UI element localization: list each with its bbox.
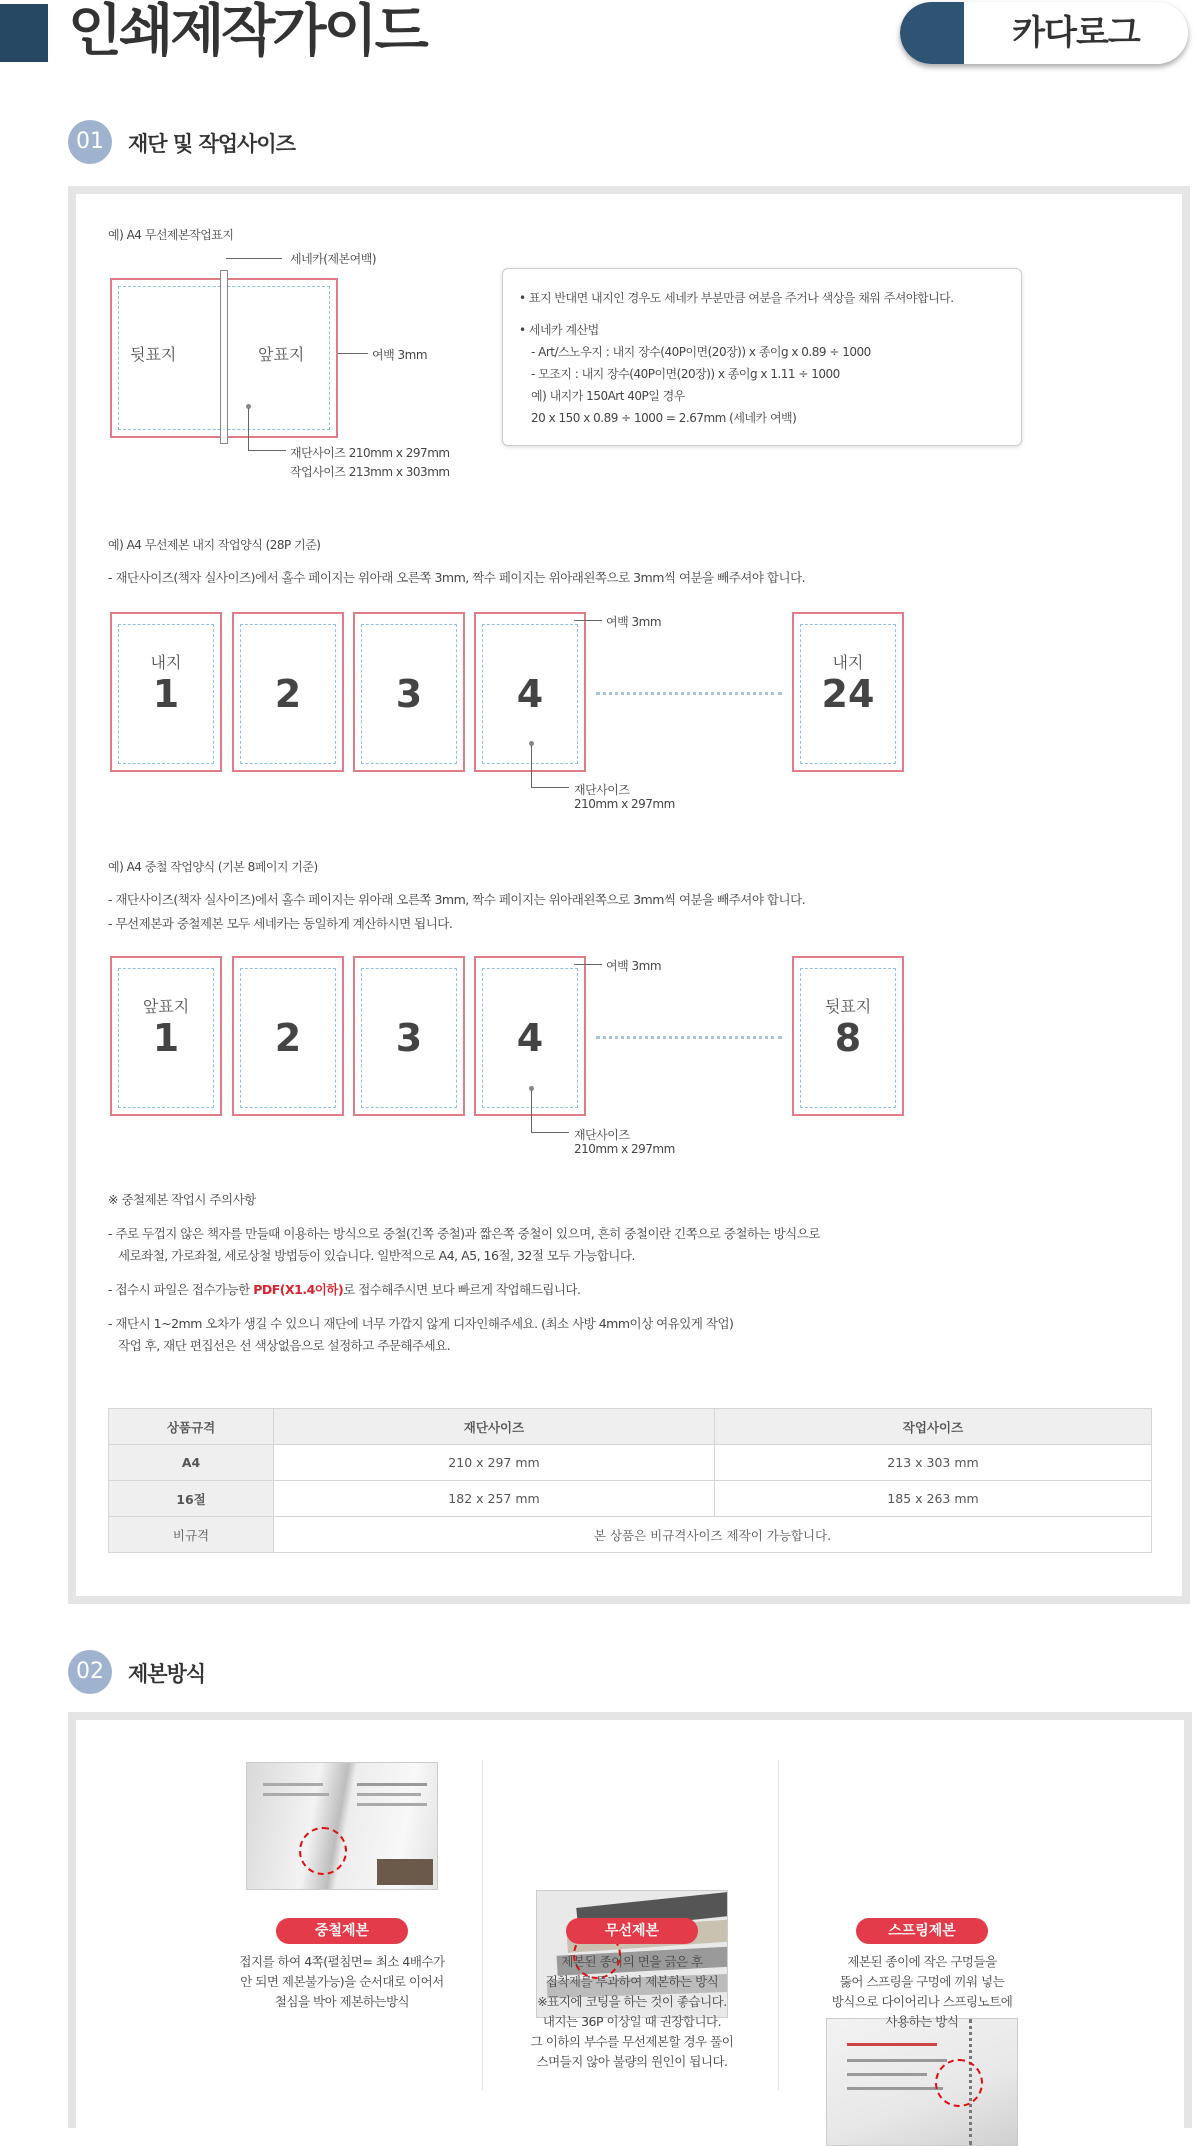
front-cover-label: 앞표지: [258, 345, 305, 364]
example-description: - 재단사이즈(책자 실사이즈)에서 홀수 페이지는 위아래 오른쪽 3mm, 짝수 페이지는 위아래왼쪽으로 3mm씩 여분을 빼주셔야 합니다.: [108, 570, 806, 585]
section-number: 02: [68, 1650, 112, 1694]
leader-line: [531, 745, 532, 787]
page-label: 뒷표지: [824, 997, 872, 1016]
example-description: - 재단사이즈(책자 실사이즈)에서 홀수 페이지는 위아래 오른쪽 3mm, 짝수 페이지는 위아래왼쪽으로 3mm씩 여분을 빼주셔야 합니다.: [108, 892, 806, 907]
page-diagram: [110, 612, 222, 772]
caution-title: ※ 중철제본 작업시 주의사항: [108, 1192, 256, 1207]
page-diagram: [474, 956, 586, 1116]
table-cell: 210 x 297 mm: [274, 1445, 715, 1481]
cut-size-label: 재단사이즈: [574, 783, 630, 797]
page-ellipsis: [596, 692, 782, 695]
page-number: 1: [152, 1016, 180, 1060]
note-line: - Art/스노우지 : 내지 장수(40P이면(20장)) x 종이g x 0.89 ÷ 1000: [531, 345, 871, 359]
table-cell: 213 x 303 mm: [715, 1445, 1152, 1481]
pdf-format-highlight: PDF(X1.4이하): [253, 1282, 344, 1297]
section-title: 제본방식: [128, 1662, 206, 1686]
section-number: 01: [68, 120, 112, 164]
leader-line: [531, 1090, 532, 1132]
page-label: 앞표지: [142, 997, 190, 1016]
back-cover-label: 뒷표지: [130, 345, 177, 364]
seneca-notes-box: [502, 268, 1022, 446]
margin-label: 여백 3mm: [372, 348, 428, 362]
catalog-button[interactable]: [900, 2, 1188, 64]
caution-line: - 주로 두껍지 않은 책자를 만들때 이용하는 방식으로 중철(긴쪽 중철)과 짧은쪽 중철이 있으며, 흔히 중철이란 긴쪽으로 중철하는 방식으로: [108, 1226, 820, 1241]
page-diagram: [110, 956, 222, 1116]
page-title: 인쇄제작가이드: [68, 0, 426, 64]
margin-label: 여백 3mm: [606, 615, 662, 629]
header-accent-bar: [0, 4, 48, 62]
page-label: 내지: [150, 653, 182, 672]
example-description: - 무선제본과 중철제본 모두 세네카는 동일하게 계산하시면 됩니다.: [108, 916, 453, 931]
size-spec-table: [108, 1408, 1152, 1553]
leader-line: [226, 258, 282, 259]
caution-line: - 접수시 파일은 접수가능한 PDF(X1.4이하)로 접수해주시면 보다 빠르게 작업해드립니다.: [108, 1282, 581, 1297]
example-title: 예) A4 중철 작업양식 (기본 8페이지 기준): [108, 860, 318, 874]
binding-description: 제본된 종이의 면을 긁은 후 접착제를 투과하여 제본하는 방식 ※표지에 코팅을 하는 것이 좋습니다. 내지는 36P 이상일 때 권장합니다. 그 이하의 부수를 무선제본할 경우 풀이 스며들지 않아 불량의 원인이 됩니다.: [530, 1954, 734, 2069]
saddle-stitch-photo: [246, 1762, 438, 1890]
spring-binding-photo: [826, 2018, 1018, 2146]
page-number: 4: [516, 672, 544, 716]
leader-line: [248, 450, 286, 451]
page-number: 3: [395, 672, 423, 716]
table-cell: 182 x 257 mm: [274, 1481, 715, 1517]
page-diagram: [474, 612, 586, 772]
note-line: 예) 내지가 150Art 40P일 경우: [531, 389, 685, 403]
table-cell: A4: [109, 1445, 274, 1481]
page-number: 2: [274, 672, 302, 716]
table-cell: 185 x 263 mm: [715, 1481, 1152, 1517]
example-title: 예) A4 무선제본작업표지: [108, 228, 234, 242]
cut-size-value: 210mm x 297mm: [574, 797, 675, 811]
caution-line: 작업 후, 재단 편집선은 선 색상없음으로 설정하고 주문해주세요.: [118, 1338, 451, 1353]
table-cell: 본 상품은 비규격사이즈 제작이 가능합니다.: [274, 1517, 1152, 1553]
binding-description: 제본된 종이에 작은 구멍들을 뚫어 스프링을 구멍에 끼워 넣는 방식으로 다이어리나 스프링노트에 사용하는 방식: [831, 1954, 1013, 2029]
page-label: 내지: [832, 653, 864, 672]
caution-line: 세로좌철, 가로좌철, 세로상철 방법등이 있습니다. 일반적으로 A4, A5, 16절, 32절 모두 가능합니다.: [118, 1248, 635, 1263]
cut-size-label: 재단사이즈 210mm x 297mm: [290, 446, 450, 460]
note-line: • 세네카 계산법: [519, 323, 599, 337]
note-line: • 표지 반대면 내지인 경우도 세네카 부분만큼 여분을 주거나 색상을 채워 주셔야합니다.: [519, 291, 954, 305]
table-cell: 비규격: [109, 1517, 274, 1553]
catalog-button-accent: [900, 2, 964, 64]
seneca-spine: [220, 270, 228, 444]
page-diagram: [353, 956, 465, 1116]
leader-line: [531, 787, 569, 788]
highlight-circle: [935, 2059, 983, 2107]
catalog-button-label: 카다로그: [1012, 13, 1140, 53]
page-ellipsis: [596, 1036, 782, 1039]
binding-description: 접지를 하여 4쪽(펼침면= 최소 4배수가 안 되면 제본불가능)을 순서대로 이어서 철심을 박아 제본하는방식: [239, 1954, 445, 2009]
leader-line: [574, 964, 602, 965]
note-line: - 모조지 : 내지 장수(40P이면(20장)) x 종이g x 1.11 ÷ 1000: [531, 367, 840, 381]
table-header: 재단사이즈: [274, 1409, 715, 1445]
page-diagram: [232, 612, 344, 772]
table-header: 작업사이즈: [715, 1409, 1152, 1445]
work-size-label: 작업사이즈 213mm x 303mm: [290, 465, 450, 479]
table-row: [109, 1445, 1152, 1481]
table-cell: 16절: [109, 1481, 274, 1517]
leader-line: [338, 353, 368, 354]
binding-type-badge: 무선제본: [566, 1918, 698, 1944]
example-title: 예) A4 무선제본 내지 작업양식 (28P 기준): [108, 538, 321, 552]
leader-line: [531, 1132, 569, 1133]
binding-type-badge: 스프링제본: [856, 1918, 988, 1944]
page-number: 4: [516, 1016, 544, 1060]
binding-type-badge: 중철제본: [276, 1918, 408, 1944]
page-number: 3: [395, 1016, 423, 1060]
page-diagram: [792, 612, 904, 772]
table-header: 상품규격: [109, 1409, 274, 1445]
seneca-label: 세네카(제본여백): [290, 252, 377, 266]
highlight-circle: [299, 1827, 347, 1875]
page-number: 2: [274, 1016, 302, 1060]
table-row: [109, 1481, 1152, 1517]
page-diagram: [353, 612, 465, 772]
page-number: 24: [821, 672, 875, 716]
leader-line: [574, 620, 602, 621]
page-diagram: [792, 956, 904, 1116]
page-number: 8: [834, 1016, 862, 1060]
note-line: 20 x 150 x 0.89 ÷ 1000 = 2.67mm (세네카 여백): [531, 411, 797, 425]
caution-line: - 재단시 1~2mm 오차가 생길 수 있으니 재단에 너무 가깝지 않게 디자인해주세요. (최소 사방 4mm이상 여유있게 작업): [108, 1316, 734, 1331]
section-title: 재단 및 작업사이즈: [128, 132, 295, 156]
leader-line: [248, 408, 249, 450]
cut-size-label: 재단사이즈: [574, 1128, 630, 1142]
cut-size-value: 210mm x 297mm: [574, 1142, 675, 1156]
table-row: [109, 1517, 1152, 1553]
page-number: 1: [152, 672, 180, 716]
margin-label: 여백 3mm: [606, 959, 662, 973]
page-diagram: [232, 956, 344, 1116]
table-header-row: [109, 1409, 1152, 1445]
